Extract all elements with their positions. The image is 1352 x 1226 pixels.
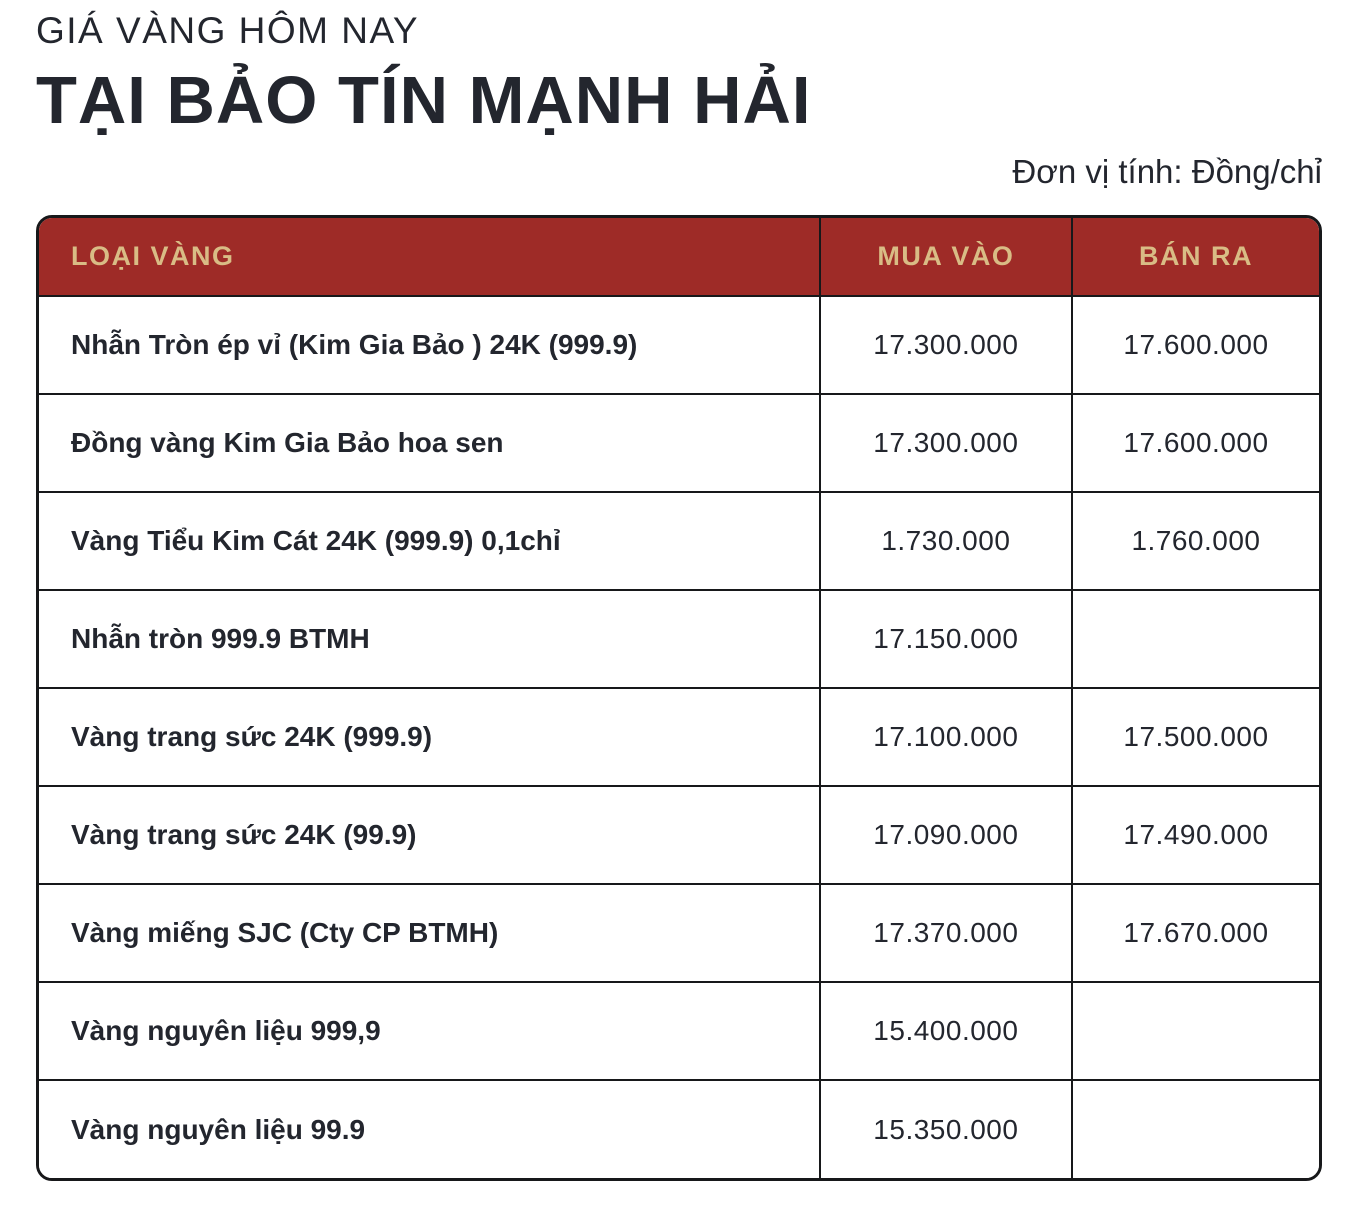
table-row [39, 884, 1319, 982]
gold-type-cell: Vàng trang sức 24K (999.9) [39, 688, 820, 786]
sell-price-cell: 17.670.000 [1072, 884, 1319, 982]
table-row [39, 786, 1319, 884]
buy-price-cell: 17.370.000 [820, 884, 1072, 982]
column-header-mua-vao: MUA VÀO [820, 218, 1072, 296]
gold-type-cell: Vàng trang sức 24K (99.9) [39, 786, 820, 884]
buy-price-cell: 17.100.000 [820, 688, 1072, 786]
gold-type-cell: Nhẫn tròn 999.9 BTMH [39, 590, 820, 688]
gold-price-table-wrapper [36, 215, 1322, 1181]
page-title: TẠI BẢO TÍN MẠNH HẢI [36, 63, 812, 139]
gold-type-cell: Đồng vàng Kim Gia Bảo hoa sen [39, 394, 820, 492]
table-row [39, 982, 1319, 1080]
sell-price-cell: 1.760.000 [1072, 492, 1319, 590]
column-header-ban-ra: BÁN RA [1072, 218, 1319, 296]
table-row [39, 688, 1319, 786]
table-row [39, 296, 1319, 394]
table-row [39, 492, 1319, 590]
table-row [39, 1080, 1319, 1178]
unit-label: Đơn vị tính: Đồng/chỉ [1012, 153, 1322, 191]
buy-price-cell: 17.300.000 [820, 296, 1072, 394]
gold-price-table [39, 218, 1319, 1178]
sell-price-cell [1072, 1080, 1319, 1178]
buy-price-cell: 17.150.000 [820, 590, 1072, 688]
sell-price-cell: 17.490.000 [1072, 786, 1319, 884]
table-row [39, 590, 1319, 688]
gold-type-cell: Nhẫn Tròn ép vỉ (Kim Gia Bảo ) 24K (999.9) [39, 296, 820, 394]
gold-type-cell: Vàng Tiểu Kim Cát 24K (999.9) 0,1chỉ [39, 492, 820, 590]
sell-price-cell [1072, 590, 1319, 688]
gold-type-cell: Vàng nguyên liệu 99.9 [39, 1080, 820, 1178]
gold-type-cell: Vàng nguyên liệu 999,9 [39, 982, 820, 1080]
sell-price-cell: 17.500.000 [1072, 688, 1319, 786]
page-subtitle: GIÁ VÀNG HÔM NAY [36, 10, 420, 51]
buy-price-cell: 1.730.000 [820, 492, 1072, 590]
sell-price-cell: 17.600.000 [1072, 394, 1319, 492]
gold-type-cell: Vàng miếng SJC (Cty CP BTMH) [39, 884, 820, 982]
buy-price-cell: 17.300.000 [820, 394, 1072, 492]
table-row [39, 394, 1319, 492]
column-header-loai-vang: LOẠI VÀNG [39, 218, 820, 296]
sell-price-cell: 17.600.000 [1072, 296, 1319, 394]
table-header-row [39, 218, 1319, 296]
sell-price-cell [1072, 982, 1319, 1080]
buy-price-cell: 15.400.000 [820, 982, 1072, 1080]
buy-price-cell: 17.090.000 [820, 786, 1072, 884]
buy-price-cell: 15.350.000 [820, 1080, 1072, 1178]
